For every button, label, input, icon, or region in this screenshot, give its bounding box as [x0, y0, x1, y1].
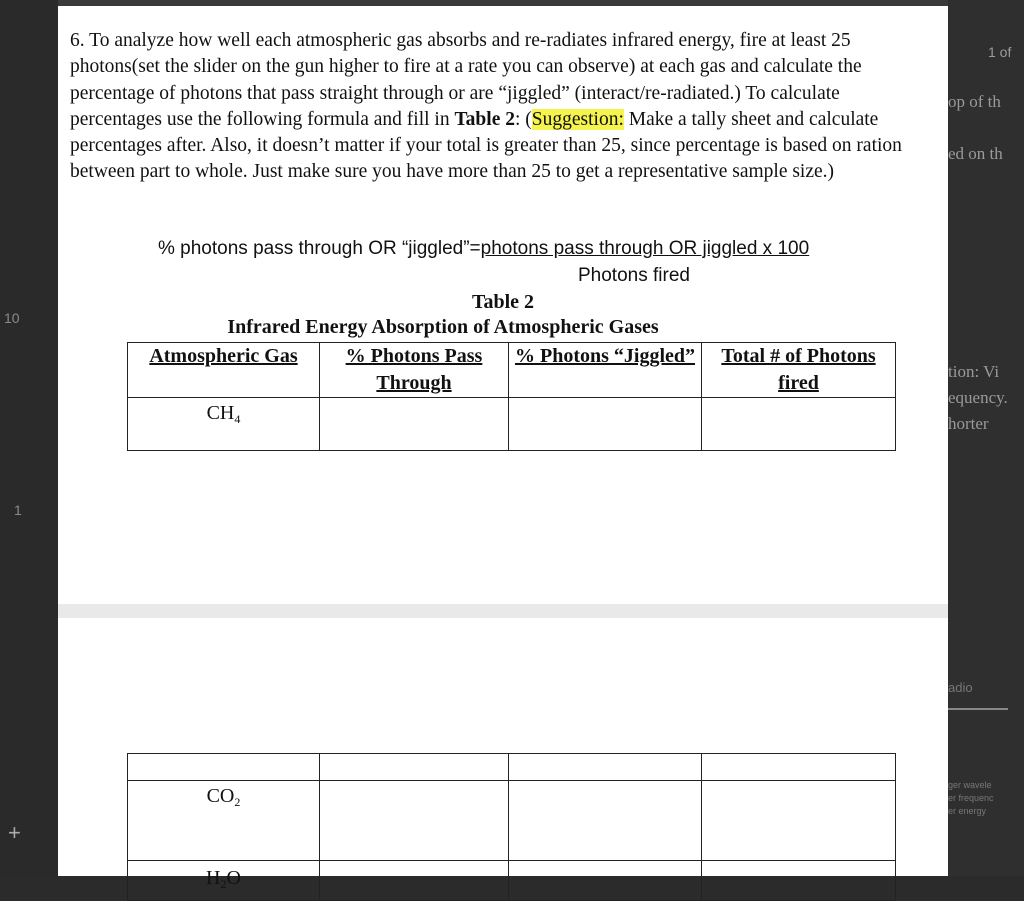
bg-text-fragment: er energy: [948, 806, 987, 816]
document-page: [58, 618, 948, 891]
gas-formula-tail: O: [226, 867, 241, 889]
table-row: [128, 781, 896, 861]
gas-formula: CH: [206, 402, 235, 424]
column-header: Total # of Photons fired: [702, 343, 896, 398]
pass-through-cell[interactable]: [320, 754, 509, 781]
pass-through-cell[interactable]: [320, 861, 509, 901]
absorption-table: [127, 342, 896, 451]
table-reference: Table 2: [454, 108, 515, 130]
gas-cell: [128, 398, 320, 451]
bg-text-fragment: horter: [948, 414, 989, 433]
formula-line: [158, 238, 809, 260]
left-rail: [0, 0, 58, 901]
column-header: % Photons “Jiggled”: [509, 343, 702, 398]
arrow-icon: [948, 708, 1008, 710]
table-row: [128, 398, 896, 451]
rail-number: 1: [14, 502, 22, 518]
total-fired-cell[interactable]: [702, 754, 896, 781]
gas-cell: [128, 781, 320, 861]
gas-subscript: 2: [234, 795, 241, 809]
table-header-row: [128, 343, 896, 398]
formula-denominator: Photons fired: [578, 265, 690, 286]
instruction-text: : (: [514, 108, 532, 130]
add-icon[interactable]: +: [8, 820, 21, 845]
instruction-text: Make a tally sheet and calculate percentages after. Also, it doesn’t matter if your total is greater than 25, since percentage is based on ration between part to whole. Just make sure you have more than 25 to get a representative sample size.): [70, 108, 902, 183]
page-separator: [58, 604, 948, 618]
jiggled-cell[interactable]: [509, 398, 702, 451]
jiggled-cell[interactable]: [509, 861, 702, 901]
formula-lhs: % photons pass through OR “jiggled”=: [158, 238, 481, 259]
column-header: Atmospheric Gas: [128, 343, 320, 398]
instruction-paragraph: [70, 28, 910, 186]
jiggled-cell[interactable]: [509, 781, 702, 861]
rail-number: 10: [4, 310, 20, 326]
bg-text-fragment: tion: Vi: [948, 362, 1000, 381]
page-count-fragment: 1 of: [988, 44, 1012, 60]
table-caption: Infrared Energy Absorption of Atmospheric Gases: [227, 316, 659, 338]
bg-text-fragment: er frequenc: [948, 793, 994, 803]
document-page: [58, 6, 948, 604]
gas-subscript: 4: [234, 412, 241, 426]
question-number: 6.: [70, 30, 85, 51]
gas-formula: H: [206, 867, 221, 889]
gas-formula: CO: [206, 785, 235, 807]
pass-through-cell[interactable]: [320, 781, 509, 861]
background-document: [948, 0, 1024, 901]
table-row: [128, 861, 896, 901]
jiggled-cell[interactable]: [509, 754, 702, 781]
bg-text-fragment: op of th: [948, 92, 1001, 111]
bg-text-fragment: adio: [948, 680, 973, 695]
gas-cell: [128, 754, 320, 781]
bg-text-fragment: equency.: [948, 388, 1008, 407]
bg-text-fragment: ger wavele: [948, 780, 992, 790]
total-fired-cell[interactable]: [702, 398, 896, 451]
instruction-text: To analyze how well each atmospheric gas absorbs and re-radiates infrared energy, fire at least 25 photons(set the slider on the gun higher to fire at a rate you can observe) at each gas and calculate the percentage of photons that pass straight through or are “jiggled” (interact/re-radiated.) To calculate percentages use the following formula and fill in: [70, 30, 862, 130]
gas-cell: [128, 861, 320, 901]
formula-numerator: photons pass through OR jiggled x 100: [480, 238, 810, 259]
column-header: % Photons Pass Through: [320, 343, 509, 398]
absorption-table-continued: [127, 753, 896, 901]
total-fired-cell[interactable]: [702, 861, 896, 901]
gas-subscript: 2: [220, 877, 227, 891]
bg-text-fragment: ed on th: [948, 144, 1003, 163]
total-fired-cell[interactable]: [702, 781, 896, 861]
suggestion-highlight: Suggestion:: [531, 108, 624, 130]
pass-through-cell[interactable]: [320, 398, 509, 451]
table-label: Table 2: [471, 291, 535, 313]
table-row: [128, 754, 896, 781]
